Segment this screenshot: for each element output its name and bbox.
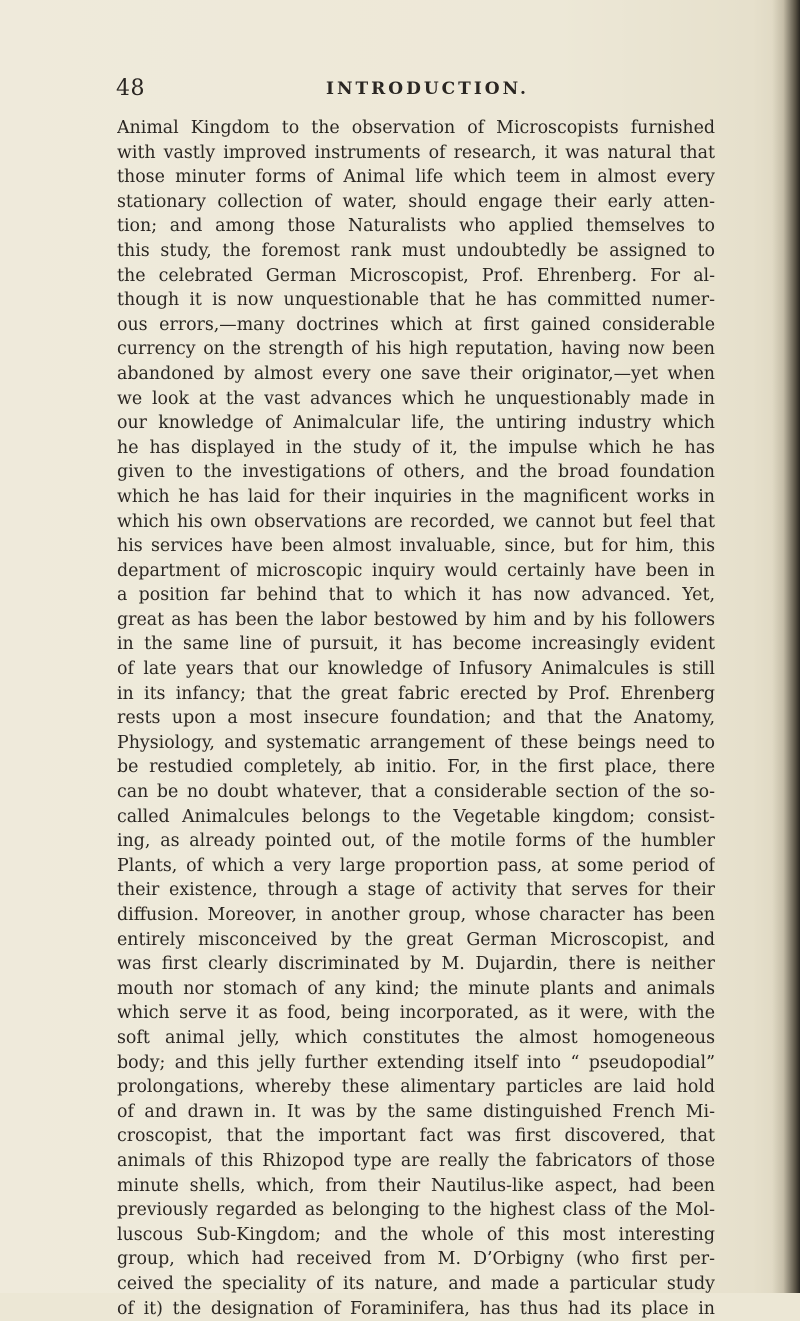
text-line: soft animal jelly, which constitutes the almost homogeneous (117, 1026, 715, 1051)
text-line: entirely misconceived by the great German Microscopist, and (117, 928, 715, 953)
text-line: department of microscopic inquiry would certainly have been in (117, 559, 715, 584)
text-line: prolongations, whereby these alimentary particles are laid hold (117, 1075, 715, 1100)
text-line: ous errors,—many doctrines which at first gained considerable (117, 313, 715, 338)
text-line: though it is now unquestionable that he has committed numer- (117, 288, 715, 313)
text-line: of late years that our knowledge of Infusory Animalcules is still (117, 657, 715, 682)
text-line: mouth nor stomach of any kind; the minute plants and animals (117, 977, 715, 1002)
text-line: Physiology, and systematic arrangement of these beings need to (117, 731, 715, 756)
text-line: currency on the strength of his high reputation, having now been (117, 337, 715, 362)
text-line: was first clearly discriminated by M. Dujardin, there is neither (117, 952, 715, 977)
text-line: can be no doubt whatever, that a considerable section of the so- (117, 780, 715, 805)
body-paragraph (117, 116, 715, 1321)
text-line: which he has laid for their inquiries in the magnificent works in (117, 485, 715, 510)
text-line: in the same line of pursuit, it has become increasingly evident (117, 632, 715, 657)
text-line: be restudied completely, ab initio. For, in the first place, there (117, 755, 715, 780)
text-line: Animal Kingdom to the observation of Microscopists furnished (117, 116, 715, 141)
text-line: which his own observations are recorded, we cannot but feel that (117, 510, 715, 535)
text-line: of it) the designation of Foraminifera, has thus had its place in (117, 1297, 715, 1321)
text-line: he has displayed in the study of it, the impulse which he has (117, 436, 715, 461)
page-number: 48 (116, 76, 145, 101)
text-line: luscous Sub-Kingdom; and the whole of this most interesting (117, 1223, 715, 1248)
text-line: great as has been the labor bestowed by him and by his followers (117, 608, 715, 633)
text-line: his services have been almost invaluable, since, but for him, this (117, 534, 715, 559)
text-line: of and drawn in. It was by the same distinguished French Mi- (117, 1100, 715, 1125)
text-line: which serve it as food, being incorporated, as it were, with the (117, 1001, 715, 1026)
text-line: minute shells, which, from their Nautilus-like aspect, had been (117, 1174, 715, 1199)
text-line: group, which had received from M. D’Orbigny (who first per- (117, 1247, 715, 1272)
text-line: rests upon a most insecure foundation; and that the Anatomy, (117, 706, 715, 731)
text-line: their existence, through a stage of activity that serves for their (117, 878, 715, 903)
text-line: with vastly improved instruments of research, it was natural that (117, 141, 715, 166)
text-line: croscopist, that the important fact was first discovered, that (117, 1124, 715, 1149)
text-line: we look at the vast advances which he unquestionably made in (117, 387, 715, 412)
text-line: those minuter forms of Animal life which teem in almost every (117, 165, 715, 190)
page-header (116, 76, 714, 102)
text-line: ing, as already pointed out, of the motile forms of the humbler (117, 829, 715, 854)
text-line: Plants, of which a very large proportion pass, at some period of (117, 854, 715, 879)
text-line: body; and this jelly further extending itself into “ pseudopodial” (117, 1051, 715, 1076)
text-line: previously regarded as belonging to the highest class of the Mol- (117, 1198, 715, 1223)
text-line: tion; and among those Naturalists who applied themselves to (117, 214, 715, 239)
text-line: the celebrated German Microscopist, Prof. Ehrenberg. For al- (117, 264, 715, 289)
text-line: a position far behind that to which it has now advanced. Yet, (117, 583, 715, 608)
text-line: abandoned by almost every one save their originator,—yet when (117, 362, 715, 387)
text-line: given to the investigations of others, and the broad foundation (117, 460, 715, 485)
running-head: INTRODUCTION. (326, 79, 529, 99)
text-line: this study, the foremost rank must undoubtedly be assigned to (117, 239, 715, 264)
text-line: stationary collection of water, should engage their early atten- (117, 190, 715, 215)
text-line: in its infancy; that the great fabric erected by Prof. Ehrenberg (117, 682, 715, 707)
text-line: animals of this Rhizopod type are really the fabricators of those (117, 1149, 715, 1174)
text-line: called Animalcules belongs to the Vegetable kingdom; consist- (117, 805, 715, 830)
text-line: ceived the speciality of its nature, and made a particular study (117, 1272, 715, 1297)
page-edge-shadow (772, 0, 800, 1293)
text-line: diffusion. Moreover, in another group, whose character has been (117, 903, 715, 928)
text-line: our knowledge of Animalcular life, the untiring industry which (117, 411, 715, 436)
